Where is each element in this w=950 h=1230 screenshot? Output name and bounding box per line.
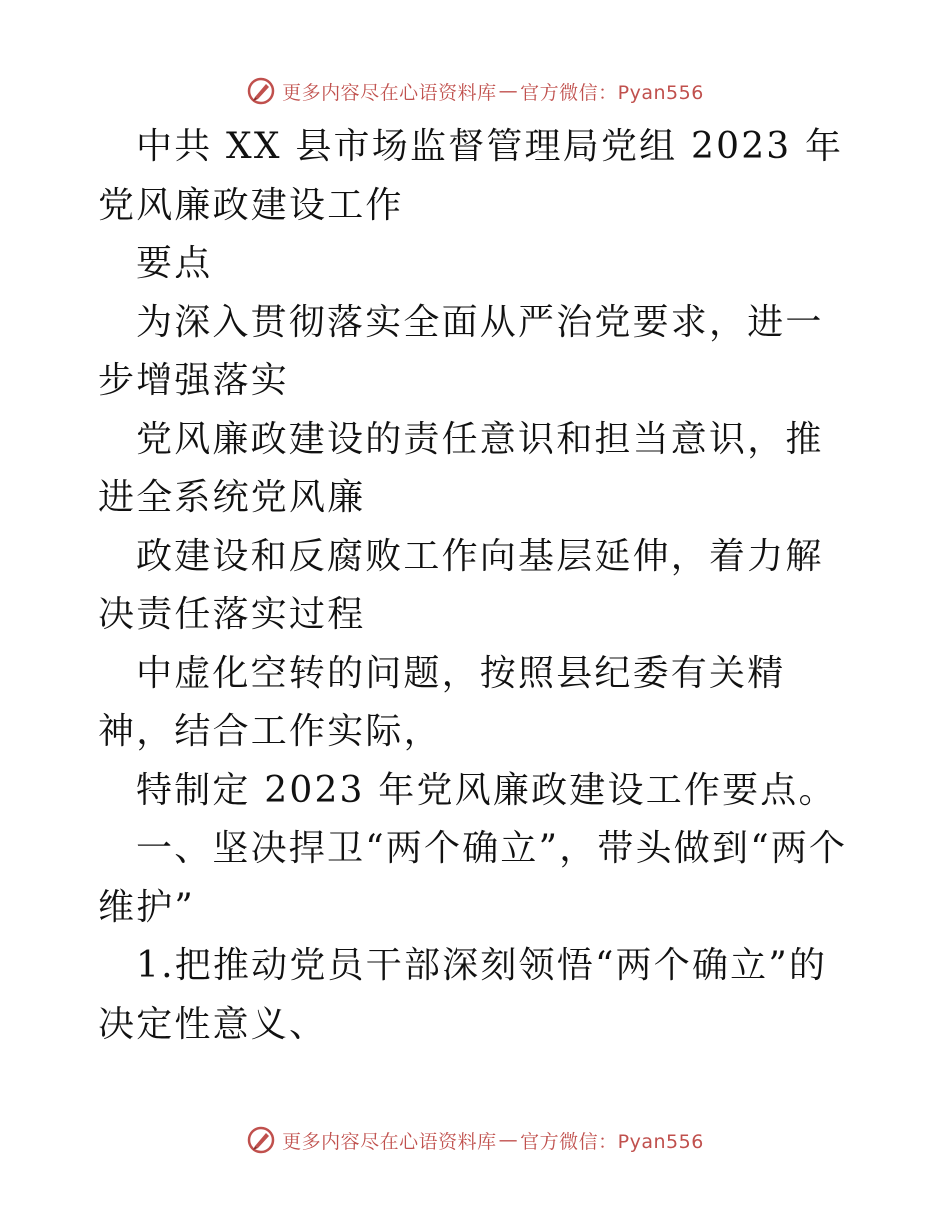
- footer-watermark: [0, 1120, 950, 1160]
- watermark-wechat: 官方微信：Pyan556: [520, 1130, 704, 1153]
- list-item: 1.把推动党员干部深刻领悟“两个确立”的决定性意义、: [98, 945, 828, 1045]
- pen-logo-icon: [246, 1125, 276, 1155]
- pen-logo-icon: [246, 76, 276, 106]
- paragraph: 为深入贯彻落实全面从严治党要求，进一步增强落实: [98, 301, 824, 401]
- watermark-text: 更多内容尽在心语资料库: [282, 81, 497, 104]
- section-heading: 一、坚决捍卫“两个确立”，带头做到“两个维护”: [98, 828, 848, 928]
- header-watermark: [0, 71, 950, 111]
- watermark-text: 更多内容尽在心语资料库: [282, 1130, 497, 1153]
- document-subtitle: 要点: [136, 243, 213, 284]
- watermark-separator: —: [498, 80, 519, 102]
- watermark-wechat: 官方微信：Pyan556: [520, 81, 704, 104]
- paragraph: 中虚化空转的问题，按照县纪委有关精神，结合工作实际，: [98, 652, 786, 752]
- watermark-separator: —: [498, 1129, 519, 1151]
- paragraph: 党风廉政建设的责任意识和担当意识，推进全系统党风廉: [98, 418, 824, 518]
- document-body: [98, 118, 858, 1054]
- paragraph: 政建设和反腐败工作向基层延伸，着力解决责任落实过程: [98, 535, 824, 635]
- document-title: 中共 XX 县市场监督管理局党组 2023 年党风廉政建设工作: [98, 126, 844, 226]
- paragraph: 特制定 2023 年党风廉政建设工作要点。: [136, 769, 837, 811]
